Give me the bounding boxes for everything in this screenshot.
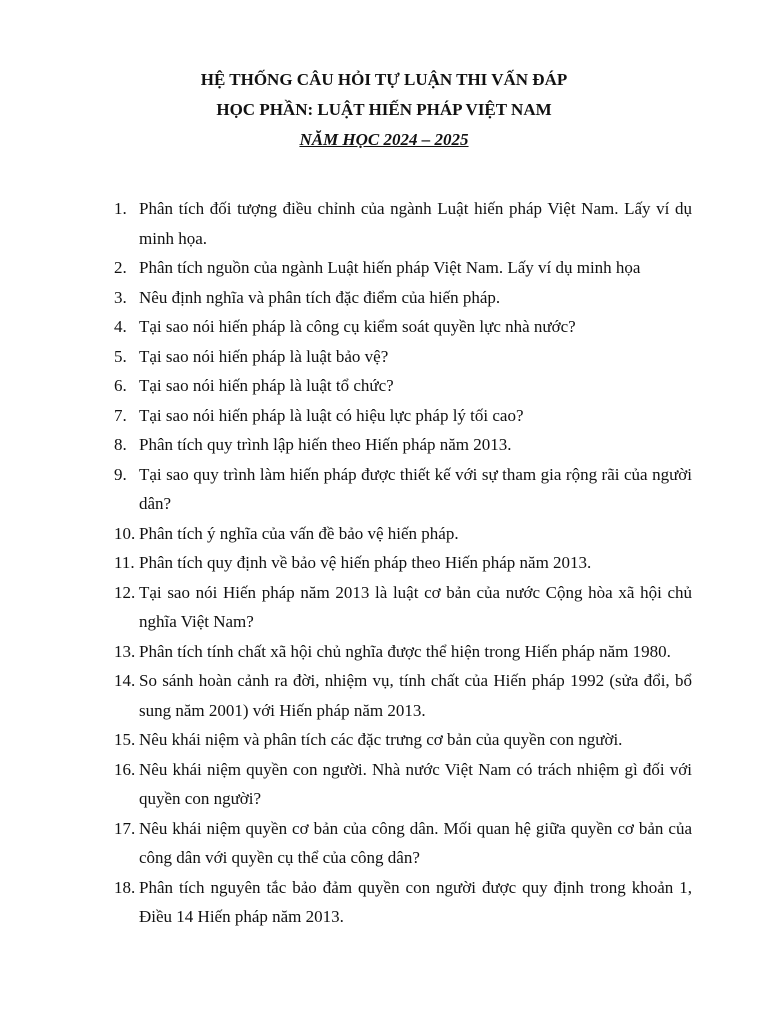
question-number: 8. xyxy=(114,435,127,454)
list-item xyxy=(114,755,692,814)
list-item xyxy=(114,548,692,578)
question-text: Phân tích quy định về bảo vệ hiến pháp theo Hiến pháp năm 2013. xyxy=(139,553,592,572)
list-item xyxy=(114,253,692,283)
question-text: Phân tích tính chất xã hội chủ nghĩa được thể hiện trong Hiến pháp năm 1980. xyxy=(139,641,671,661)
question-text: Phân tích nguồn của ngành Luật hiến pháp Việt Nam. Lấy ví dụ minh họa xyxy=(139,258,641,277)
list-item xyxy=(114,283,692,313)
question-text: Tại sao nói hiến pháp là luật có hiệu lực pháp lý tối cao? xyxy=(139,405,524,425)
list-item xyxy=(114,460,692,519)
question-list xyxy=(114,194,692,932)
question-number: 15. xyxy=(114,730,136,749)
question-text: Tại sao nói hiến pháp là công cụ kiểm soát quyền lực nhà nước? xyxy=(139,317,576,336)
question-number: 6. xyxy=(114,376,127,395)
list-item xyxy=(114,578,692,637)
list-item xyxy=(114,401,692,431)
question-text: Nêu khái niệm quyền con người. Nhà nước Việt Nam có trách nhiệm gì đối với quyền con người? xyxy=(139,759,692,808)
question-text: Phân tích ý nghĩa của vấn đề bảo vệ hiến pháp. xyxy=(139,523,459,543)
question-text: Tại sao nói hiến pháp là luật bảo vệ? xyxy=(139,346,389,366)
list-item xyxy=(114,194,692,253)
question-number: 7. xyxy=(114,405,127,425)
list-item xyxy=(114,725,692,755)
title-line-1: HỆ THỐNG CÂU HỎI TỰ LUẬN THI VẤN ĐÁP xyxy=(200,70,568,89)
question-text: Nêu khái niệm và phân tích các đặc trưng cơ bản của quyền con người. xyxy=(139,730,623,749)
question-number: 4. xyxy=(114,317,127,336)
question-number: 18. xyxy=(114,877,136,897)
question-number: 9. xyxy=(114,464,127,484)
list-item xyxy=(114,430,692,460)
list-item xyxy=(114,666,692,725)
list-item xyxy=(114,519,692,549)
question-text: Phân tích quy trình lập hiến theo Hiến pháp năm 2013. xyxy=(139,435,512,454)
question-number: 2. xyxy=(114,258,127,277)
list-item xyxy=(114,312,692,342)
list-item xyxy=(114,873,692,932)
question-number: 11. xyxy=(114,553,135,572)
question-number: 1. xyxy=(114,199,127,218)
question-text: So sánh hoàn cảnh ra đời, nhiệm vụ, tính chất của Hiến pháp 1992 (sửa đổi, bổ sung năm 2001) với Hiến pháp năm 2013. xyxy=(139,671,692,720)
question-text: Nêu định nghĩa và phân tích đặc điểm của hiến pháp. xyxy=(139,287,501,307)
question-number: 14. xyxy=(114,671,136,690)
list-item xyxy=(114,637,692,667)
question-text: Tại sao nói Hiến pháp năm 2013 là luật cơ bản của nước Cộng hòa xã hội chủ nghĩa Việt Nam? xyxy=(139,582,692,631)
list-item xyxy=(114,342,692,372)
question-number: 17. xyxy=(114,818,136,838)
title-line-2: HỌC PHẦN: LUẬT HIẾN PHÁP VIỆT NAM xyxy=(216,100,552,119)
question-number: 16. xyxy=(114,759,136,779)
question-number: 10. xyxy=(114,523,136,543)
question-number: 5. xyxy=(114,346,127,366)
question-text: Nêu khái niệm quyền cơ bản của công dân. Mối quan hệ giữa quyền cơ bản của công dân với quyền cụ thể của công dân? xyxy=(139,818,692,867)
question-number: 12. xyxy=(114,582,136,602)
question-text: Tại sao nói hiến pháp là luật tổ chức? xyxy=(139,376,394,395)
title-line-3: NĂM HỌC 2024 – 2025 xyxy=(299,130,469,149)
question-number: 13. xyxy=(114,641,136,661)
question-text: Phân tích đối tượng điều chỉnh của ngành Luật hiến pháp Việt Nam. Lấy ví dụ minh họa. xyxy=(139,199,692,248)
question-text: Tại sao quy trình làm hiến pháp được thiết kế với sự tham gia rộng rãi của người dân? xyxy=(139,464,692,513)
question-number: 3. xyxy=(114,287,127,307)
list-item xyxy=(114,814,692,873)
list-item xyxy=(114,371,692,401)
question-text: Phân tích nguyên tắc bảo đảm quyền con người được quy định trong khoản 1, Điều 14 Hiến pháp năm 2013. xyxy=(139,877,692,926)
